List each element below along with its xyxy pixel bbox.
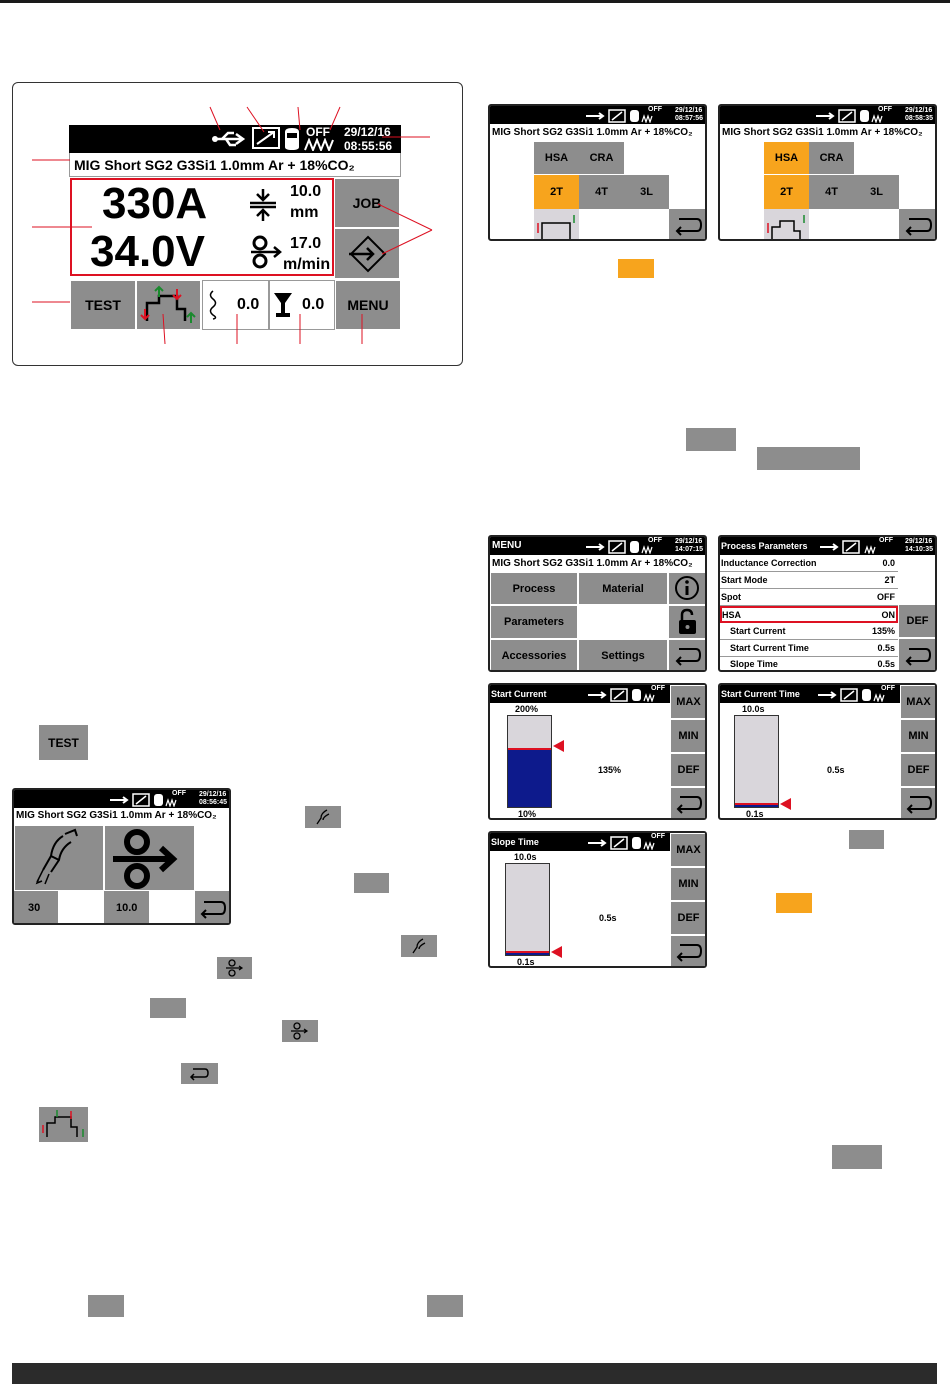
level-pointer xyxy=(779,797,793,811)
gas-value: 30 xyxy=(14,891,58,925)
settings-button[interactable]: Settings xyxy=(578,639,668,672)
gray-swatch xyxy=(88,1295,124,1317)
status-icons xyxy=(819,540,879,554)
gas-inline-icon xyxy=(305,806,341,828)
table-row[interactable]: Spot OFF xyxy=(720,589,898,606)
gray-swatch xyxy=(686,428,736,451)
hsa-button[interactable]: HSA xyxy=(764,142,809,174)
level-pointer xyxy=(552,739,566,753)
time: 08:55:56 xyxy=(344,139,393,153)
level-bar[interactable] xyxy=(507,715,552,808)
min-button[interactable]: MIN xyxy=(900,719,937,753)
back-icon xyxy=(669,640,706,671)
material-button[interactable]: Material xyxy=(578,572,668,605)
min-button[interactable]: MIN xyxy=(670,719,707,753)
level-pointer xyxy=(550,945,564,959)
mode-preview xyxy=(534,209,579,241)
back-button[interactable] xyxy=(668,639,707,672)
status-icons xyxy=(815,109,885,123)
status-icons xyxy=(587,836,657,850)
off-label: OFF xyxy=(306,125,330,139)
back-button[interactable] xyxy=(670,787,707,820)
status-icons xyxy=(585,540,655,554)
back-button[interactable] xyxy=(899,209,937,241)
date: 29/12/16 xyxy=(344,125,391,139)
test-button[interactable]: TEST xyxy=(70,280,136,330)
info-icon xyxy=(669,573,706,604)
test-inline-button: TEST xyxy=(39,725,88,760)
back-icon xyxy=(671,936,706,967)
gas-inline-icon xyxy=(401,935,437,957)
status-icons xyxy=(587,688,657,702)
gray-swatch xyxy=(150,998,186,1018)
process-parameters-screen: Process Parameters OFF 29/12/16 14:10:35 Inductance Correction 0.0 Start Mode 2T Spot OFF HSA ON Start Current 135% Start Current Time 0.5s Slope Time 0.5s DEF xyxy=(718,535,937,672)
status-icons xyxy=(817,688,887,702)
back-icon xyxy=(899,639,936,671)
empty-cell xyxy=(578,605,668,639)
3l-button[interactable]: 3L xyxy=(854,175,899,209)
2t-button[interactable]: 2T xyxy=(764,175,809,209)
trigger-mode-inline-icon xyxy=(39,1107,88,1142)
trigger-graph-icon xyxy=(534,209,579,241)
orange-swatch xyxy=(776,893,812,913)
def-button[interactable]: DEF xyxy=(670,901,707,935)
info-button[interactable] xyxy=(668,572,707,605)
back-icon xyxy=(671,788,706,819)
cra-button[interactable]: CRA xyxy=(579,142,624,174)
gas-torch-icon xyxy=(15,826,103,890)
def-button[interactable]: DEF xyxy=(898,604,937,638)
table-row[interactable]: Start Current Time 0.5s xyxy=(720,640,898,657)
back-button[interactable] xyxy=(669,209,707,241)
gray-swatch xyxy=(354,873,389,893)
callout-lines xyxy=(12,82,463,366)
start-current-screen: Start Current OFF 200% 10% 135% MAX MIN DEF xyxy=(488,683,707,820)
back-button[interactable] xyxy=(195,891,231,925)
distance-value: 10.0 xyxy=(290,183,322,200)
wire-value: 17.0 xyxy=(290,235,322,252)
trigger-graph-icon xyxy=(764,209,809,241)
level-bar[interactable] xyxy=(505,863,550,956)
4t-button[interactable]: 4T xyxy=(809,175,854,209)
def-button[interactable]: DEF xyxy=(900,753,937,787)
level-fill xyxy=(508,748,551,807)
mode-preview xyxy=(764,209,809,241)
inductance-value: 0.0 xyxy=(237,296,260,313)
lock-button[interactable] xyxy=(668,605,707,639)
3l-button[interactable]: 3L xyxy=(624,175,669,209)
hsa-screen-1: OFF 29/12/16 08:57:56 MIG Short SG2 G3Si1 1.0mm Ar + 18%CO₂ HSA CRA 2T 4T 3L xyxy=(488,104,707,241)
back-inline-icon xyxy=(181,1063,218,1084)
wire-value: 10.0 xyxy=(104,891,149,925)
level-fill xyxy=(735,803,778,807)
back-icon xyxy=(195,891,231,925)
max-button[interactable]: MAX xyxy=(670,833,707,867)
min-button[interactable]: MIN xyxy=(670,867,707,901)
gas-test-button[interactable] xyxy=(14,825,104,891)
value-label: 0.5s xyxy=(827,765,845,775)
process-button[interactable]: Process xyxy=(490,572,578,605)
gray-swatch xyxy=(849,830,884,849)
spot-value: 0.0 xyxy=(302,296,325,313)
table-row[interactable]: Slope Time 0.5s xyxy=(730,659,895,669)
orange-swatch xyxy=(618,259,654,278)
table-row[interactable]: Inductance Correction 0.0 xyxy=(720,555,898,572)
status-icons xyxy=(109,793,179,807)
voltage-value: 34.0V xyxy=(90,227,205,276)
status-icons xyxy=(585,109,655,123)
start-current-time-screen: Start Current Time OFF 10.0s 0.1s 0.5s MAX MIN DEF xyxy=(718,683,937,820)
back-button[interactable] xyxy=(898,638,937,672)
gray-swatch-wide xyxy=(757,447,860,470)
level-fill xyxy=(506,951,549,955)
menu-button[interactable]: MENU xyxy=(335,280,401,330)
table-row-selected[interactable]: HSA ON xyxy=(720,606,898,623)
value-label: 0.5s xyxy=(599,913,617,923)
4t-button[interactable]: 4T xyxy=(579,175,624,209)
distance-unit: mm xyxy=(290,204,319,221)
wire-feed-inline-icon xyxy=(217,957,252,979)
hsa-screen-2: OFF 29/12/16 08:58:35 MIG Short SG2 G3Si1 1.0mm Ar + 18%CO₂ HSA CRA 2T 4T 3L xyxy=(718,104,937,241)
slope-time-screen: Slope Time OFF 10.0s 0.1s 0.5s MAX MIN DEF xyxy=(488,831,707,968)
hsa-button[interactable]: HSA xyxy=(534,142,579,174)
max-button[interactable]: MAX xyxy=(900,685,937,719)
job-button[interactable]: JOB xyxy=(334,178,400,228)
wire-unit: m/min xyxy=(283,256,331,273)
max-button[interactable]: MAX xyxy=(670,685,707,719)
back-button[interactable] xyxy=(900,787,937,820)
wire-feed-inline-icon xyxy=(282,1020,318,1042)
back-icon xyxy=(901,788,936,819)
2t-button[interactable]: 2T xyxy=(534,175,579,209)
level-bar[interactable] xyxy=(734,715,779,808)
def-button[interactable]: DEF xyxy=(670,753,707,787)
back-icon xyxy=(669,209,707,241)
back-icon xyxy=(899,209,937,241)
current-value: 330A xyxy=(102,179,208,228)
footer-bar xyxy=(12,1363,937,1384)
gray-swatch xyxy=(427,1295,463,1317)
parameters-button[interactable]: Parameters xyxy=(490,605,578,639)
table-row[interactable]: Start Current 135% xyxy=(720,623,898,640)
cra-button[interactable]: CRA xyxy=(809,142,854,174)
unlock-icon xyxy=(669,606,706,638)
wire-feed-icon xyxy=(105,826,194,890)
process-line: MIG Short SG2 G3Si1 1.0mm Ar + 18%CO₂ xyxy=(74,157,355,173)
menu-screen: MENU OFF 29/12/16 14:07:15 MIG Short SG2 G3Si1 1.0mm Ar + 18%CO₂ Process Material Parameters Accessories Settings xyxy=(488,535,707,672)
top-rule xyxy=(0,0,950,3)
params-table xyxy=(720,555,898,672)
value-label: 135% xyxy=(598,765,622,775)
test-screen: OFF 29/12/16 08:56:45 MIG Short SG2 G3Si1 1.0mm Ar + 18%CO₂ 30 10.0 xyxy=(12,788,231,925)
back-button[interactable] xyxy=(670,935,707,968)
accessories-button[interactable]: Accessories xyxy=(490,639,578,672)
wire-test-button[interactable] xyxy=(104,825,195,891)
table-row[interactable]: Start Mode 2T xyxy=(720,572,898,589)
gray-swatch xyxy=(832,1145,882,1169)
